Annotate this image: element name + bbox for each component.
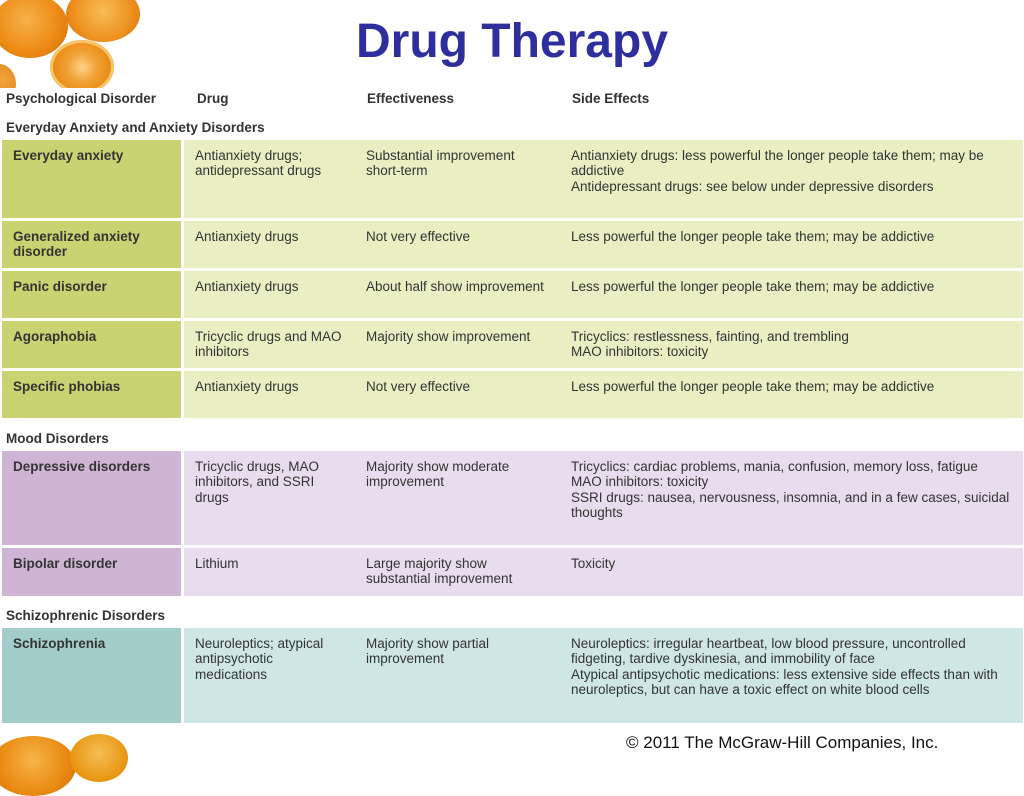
table-cell-side-effects: Tricyclics: restlessness, fainting, and trembling MAO inhibitors: toxicity: [571, 329, 849, 360]
table-cell-side-effects: Toxicity: [571, 556, 616, 571]
table-cell-effectiveness: Not very effective: [366, 379, 471, 394]
table-cell-effectiveness: Majority show improvement: [366, 329, 531, 344]
table-cell-effectiveness: Not very effective: [366, 229, 471, 244]
table-row-disorder: Bipolar disorder: [2, 548, 181, 596]
table-cell-side-effects: Antianxiety drugs: less powerful the longer people take them; may be addictive Antidepressant drugs: see below under depressive disorders: [571, 148, 984, 194]
table-cell-drug: Neuroleptics; atypical antipsychotic medications: [195, 636, 324, 682]
table-cell-drug: Antianxiety drugs: [195, 279, 299, 294]
table-cell-drug: Antianxiety drugs; antidepressant drugs: [195, 148, 322, 179]
section-title-schizophrenic: Schizophrenic Disorders: [6, 608, 166, 623]
section-title-mood: Mood Disorders: [6, 431, 109, 446]
drug-therapy-table: [0, 88, 1024, 728]
table-row-disorder: Agoraphobia: [2, 321, 181, 368]
column-header-disorder: Psychological Disorder: [6, 91, 157, 106]
table-cell-drug: Antianxiety drugs: [195, 379, 299, 394]
table-cell-effectiveness: Majority show moderate improvement: [366, 459, 510, 490]
table-row-disorder: Generalized anxiety disorder: [2, 221, 181, 268]
table-cell-drug: Tricyclic drugs, MAO inhibitors, and SSRI drugs: [195, 459, 320, 505]
table-cell-effectiveness: About half show improvement: [366, 279, 544, 294]
table-row-disorder: Panic disorder: [2, 271, 181, 318]
table-cell-drug: Antianxiety drugs: [195, 229, 299, 244]
table-row-disorder: Depressive disorders: [2, 451, 181, 545]
table-row-disorder: Specific phobias: [2, 371, 181, 418]
column-header-side-effects: Side Effects: [572, 91, 650, 106]
orange-fruit-decoration: [0, 736, 76, 796]
section-title-anxiety: Everyday Anxiety and Anxiety Disorders: [6, 120, 265, 135]
column-header-effectiveness: Effectiveness: [367, 91, 455, 106]
table-cell-side-effects: Less powerful the longer people take them; may be addictive: [571, 279, 935, 294]
page-title: Drug Therapy: [355, 15, 669, 68]
table-cell-drug: Tricyclic drugs and MAO inhibitors: [195, 329, 342, 360]
table-cell-effectiveness: Large majority show substantial improvement: [366, 556, 513, 587]
table-cell-side-effects: Tricyclics: cardiac problems, mania, confusion, memory loss, fatigue MAO inhibitors: toxicity SSRI drugs: nausea, nervousness, insomnia, and in a few cases, suicidal thoughts: [571, 459, 1010, 521]
column-header-drug: Drug: [197, 91, 229, 106]
table-cell-side-effects: Less powerful the longer people take them; may be addictive: [571, 379, 935, 394]
table-cell-side-effects: Neuroleptics: irregular heartbeat, low blood pressure, uncontrolled fidgeting, tardive dyskinesia, and immobility of face Atypical antipsychotic medications: less extensive side effects than with neuroleptics, but can have a toxic effect on white blood cells: [571, 636, 998, 698]
orange-fruit-decoration: [70, 734, 128, 782]
table-row-disorder: Everyday anxiety: [2, 140, 181, 218]
table-cell-side-effects: Less powerful the longer people take them; may be addictive: [571, 229, 935, 244]
table-row-disorder: Schizophrenia: [2, 628, 181, 723]
table-cell-effectiveness: Majority show partial improvement: [366, 636, 490, 667]
table-cell-effectiveness: Substantial improvement short-term: [366, 148, 515, 179]
copyright-footer: © 2011 The McGraw-Hill Companies, Inc.: [626, 733, 939, 752]
table-cell-drug: Lithium: [195, 556, 239, 571]
